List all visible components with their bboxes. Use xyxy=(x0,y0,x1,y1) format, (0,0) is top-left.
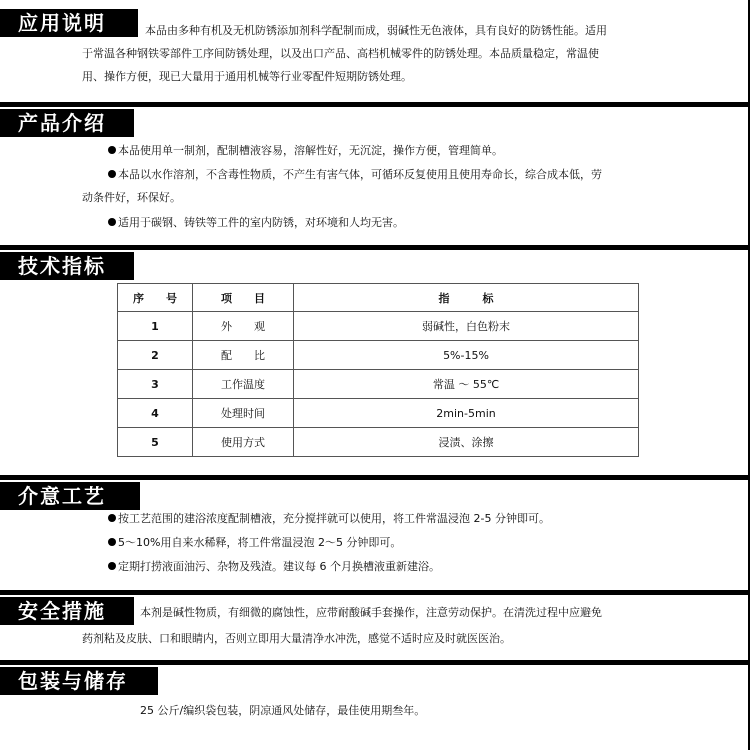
row-value: 浸渍、涂擦 xyxy=(294,428,639,457)
process-bullet-2-text: 5～10%用自来水稀释，将工件常温浸泡 2～5 分钟即可。 xyxy=(118,536,402,549)
process-bullet-1 xyxy=(108,508,550,529)
intro-bullet-3 xyxy=(108,212,404,233)
process-bullet-3 xyxy=(108,556,440,577)
row-value: 弱碱性，白色粉末 xyxy=(294,312,639,341)
storage-line-1: 25 公斤/编织袋包装，阴凉通风处储存，最佳使用期叁年。 xyxy=(140,704,426,717)
usage-title: 应用说明 xyxy=(0,9,138,37)
safety-line-2: 药剂粘及皮肤、口和眼睛内，否则立即用大量清净水冲洗，感觉不适时应及时就医医治。 xyxy=(82,632,511,645)
row-value: 5%-15% xyxy=(294,341,639,370)
table-row xyxy=(118,370,639,399)
bullet-icon xyxy=(108,170,116,178)
usage-line-1: 本品由多种有机及无机防锈添加剂科学配制而成，弱碱性无色液体，具有良好的防锈性能。适用 xyxy=(145,24,607,37)
intro-bullet-2 xyxy=(108,164,602,185)
process-bullet-3-text: 定期打捞液面油污、杂物及残渣。建议每 6 个月换槽液重新建浴。 xyxy=(118,560,440,573)
col-header-item: 项 目 xyxy=(193,284,294,312)
intro-bullet-1-text: 本品使用单一制剂，配制槽液容易，溶解性好，无沉淀，操作方便，管理简单。 xyxy=(118,144,503,157)
table-row xyxy=(118,341,639,370)
row-item: 使用方式 xyxy=(193,428,294,457)
row-number: 4 xyxy=(118,399,193,428)
table-row xyxy=(118,312,639,341)
row-number: 5 xyxy=(118,428,193,457)
row-item: 处理时间 xyxy=(193,399,294,428)
bullet-icon xyxy=(108,562,116,570)
spec-title: 技术指标 xyxy=(0,252,134,280)
bullet-icon xyxy=(108,514,116,522)
row-value: 2min-5min xyxy=(294,399,639,428)
usage-line-3: 用、操作方便，现已大量用于通用机械等行业零配件短期防锈处理。 xyxy=(82,70,412,83)
process-bullet-2 xyxy=(108,532,401,553)
table-row xyxy=(118,399,639,428)
row-item: 工作温度 xyxy=(193,370,294,399)
col-header-spec: 指 标 xyxy=(294,284,639,312)
table-header-row xyxy=(118,284,639,312)
row-number: 1 xyxy=(118,312,193,341)
storage-title: 包装与储存 xyxy=(0,667,158,695)
intro-bullet-2-text: 本品以水作溶剂，不含毒性物质，不产生有害气体，可循环反复使用且使用寿命长，综合成本低，劳 xyxy=(118,168,602,181)
row-item: 配 比 xyxy=(193,341,294,370)
intro-bullet-3-text: 适用于碳钢、铸铁等工件的室内防锈，对环境和人均无害。 xyxy=(118,216,404,229)
intro-bullet-1 xyxy=(108,140,503,161)
usage-line-2: 于常温各种钢铁零部件工序间防锈处理，以及出口产品、高档机械零件的防锈处理。本品质量稳定，常温使 xyxy=(82,47,599,60)
intro-title: 产品介绍 xyxy=(0,109,134,137)
row-item: 外 观 xyxy=(193,312,294,341)
process-title: 介意工艺 xyxy=(0,482,140,510)
safety-title: 安全措施 xyxy=(0,597,134,625)
process-bullet-1-text: 按工艺范围的建浴浓度配制槽液，充分搅拌就可以使用，将工件常温浸泡 2-5 分钟即可。 xyxy=(118,512,550,525)
col-header-number: 序 号 xyxy=(118,284,193,312)
row-value: 常温 ～ 55℃ xyxy=(294,370,639,399)
bullet-icon xyxy=(108,218,116,226)
spec-table xyxy=(117,283,639,457)
table-row xyxy=(118,428,639,457)
intro-bullet-2-cont: 动条件好，环保好。 xyxy=(82,191,181,204)
safety-line-1: 本剂是碱性物质，有细微的腐蚀性，应带耐酸碱手套操作，注意劳动保护。在清洗过程中应避免 xyxy=(140,606,602,619)
bullet-icon xyxy=(108,146,116,154)
row-number: 2 xyxy=(118,341,193,370)
bullet-icon xyxy=(108,538,116,546)
row-number: 3 xyxy=(118,370,193,399)
